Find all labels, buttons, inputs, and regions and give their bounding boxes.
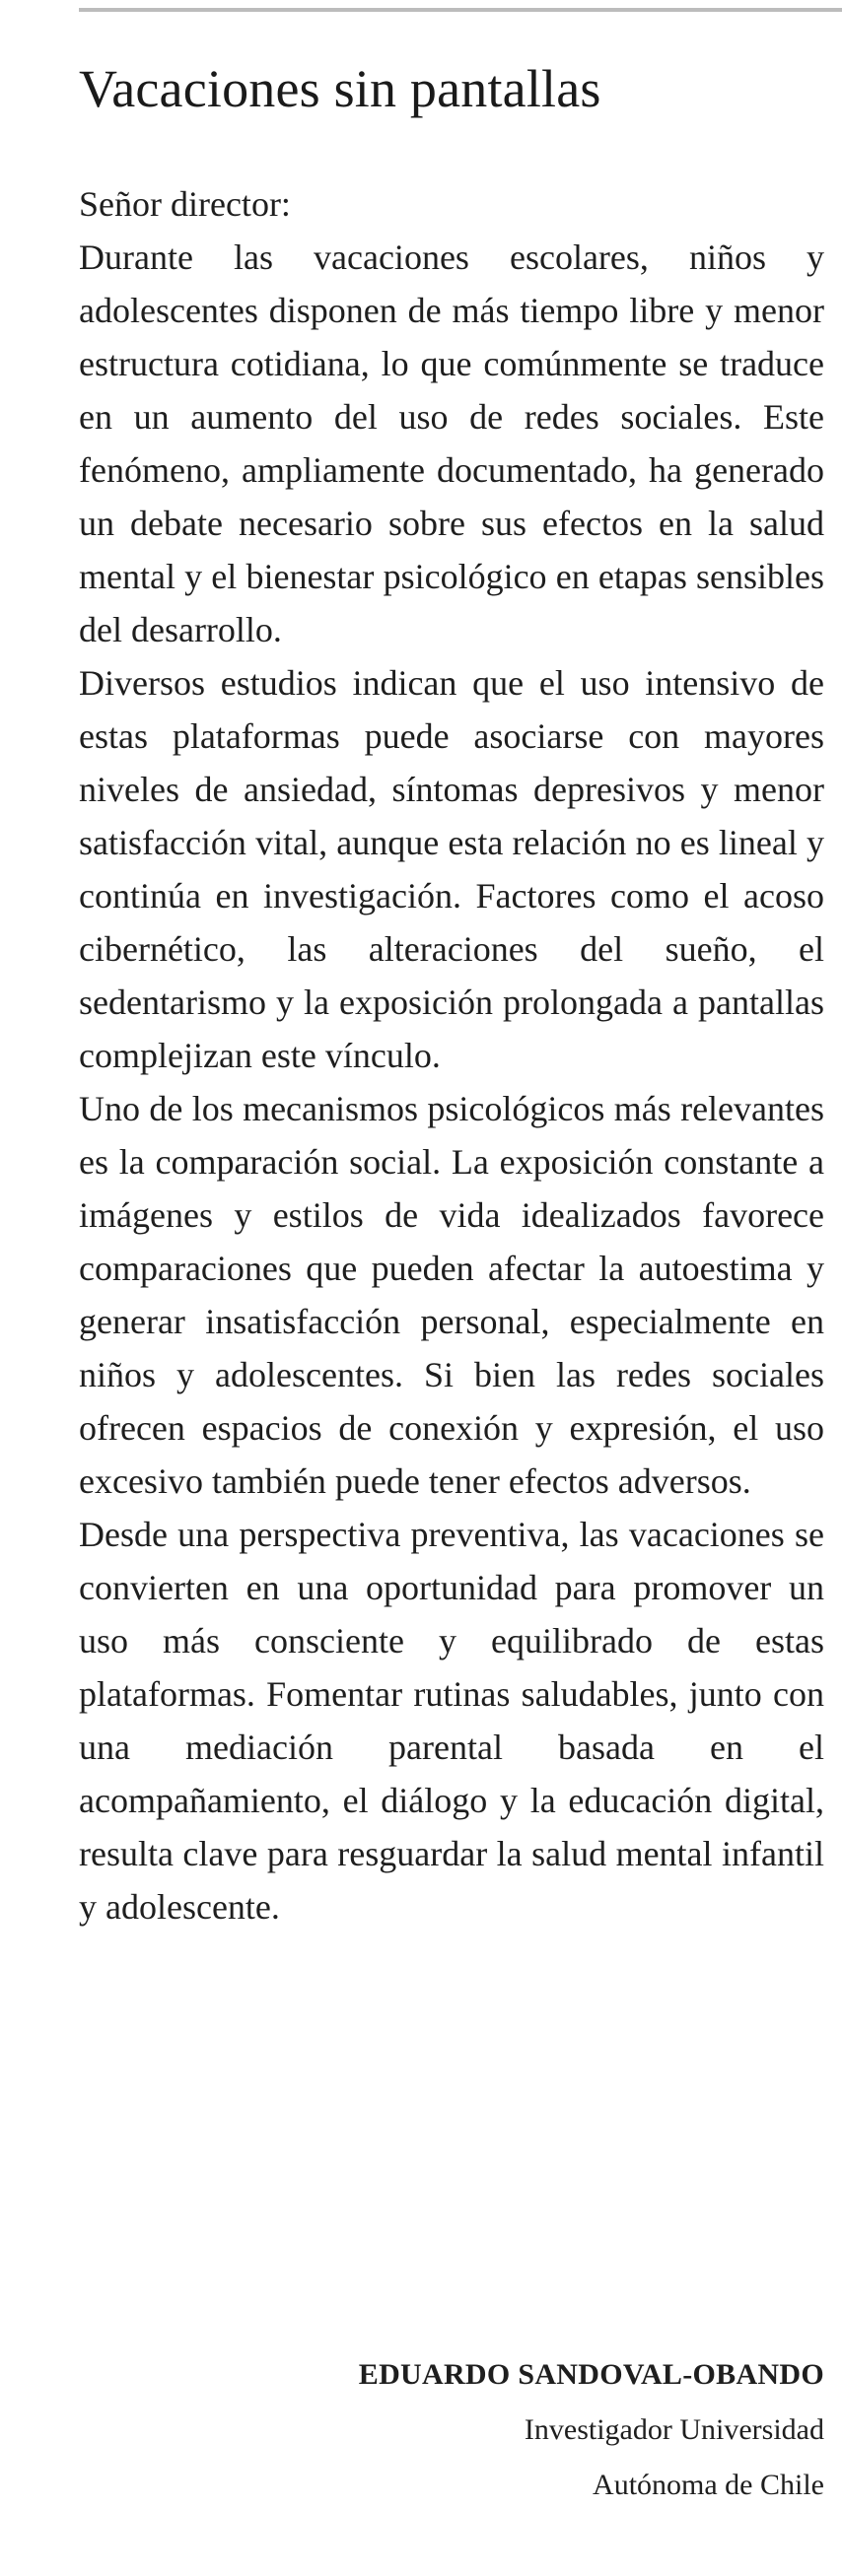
author-name: EDUARDO SANDOVAL-OBANDO <box>358 2358 824 2391</box>
paragraph-2: Diversos estudios indican que el uso intensivo de estas plataformas puede asociarse con mayores niveles de ansiedad, síntomas depresivos y menor satisfacción vital, aunque esta relación no es lineal y continúa en investigación. Factores como el acoso cibernético, las alteraciones del sueño, el sedentarismo y la exposición prolongada a pantallas complejizan este vínculo. <box>79 663 824 1075</box>
article-title: Vacaciones sin pantallas <box>79 59 601 118</box>
author-role-line-2: Autónoma de Chile <box>593 2469 824 2501</box>
letter-body <box>79 177 824 1933</box>
author-role-line-1: Investigador Universidad <box>524 2413 824 2446</box>
paragraph-4: Desde una perspectiva preventiva, las vacaciones se convierten en una oportunidad para promover un uso más consciente y equilibrado de estas plataformas. Fomentar rutinas saludables, junto con una mediación parental basada en el acompañamiento, el diálogo y la educación digital, resulta clave para resguardar la salud mental infantil y adolescente. <box>79 1515 824 1927</box>
paragraph-1: Durante las vacaciones escolares, niños y adolescentes disponen de más tiempo libre y menor estructura cotidiana, lo que comúnmente se traduce en un aumento del uso de redes sociales. Este fenómeno, ampliamente documentado, ha generado un debate necesario sobre sus efectos en la salud mental y el bienestar psicológico en etapas sensibles del desarrollo. <box>79 237 824 649</box>
top-divider <box>79 8 842 12</box>
paragraph-3: Uno de los mecanismos psicológicos más relevantes es la comparación social. La exposición constante a imágenes y estilos de vida idealizados favorece comparaciones que pueden afectar la autoestima y generar insatisfacción personal, especialmente en niños y adolescentes. Si bien las redes sociales ofrecen espacios de conexión y expresión, el uso excesivo también puede tener efectos adversos. <box>79 1089 824 1501</box>
salutation: Señor director: <box>79 184 291 224</box>
signature-block <box>359 2347 824 2513</box>
